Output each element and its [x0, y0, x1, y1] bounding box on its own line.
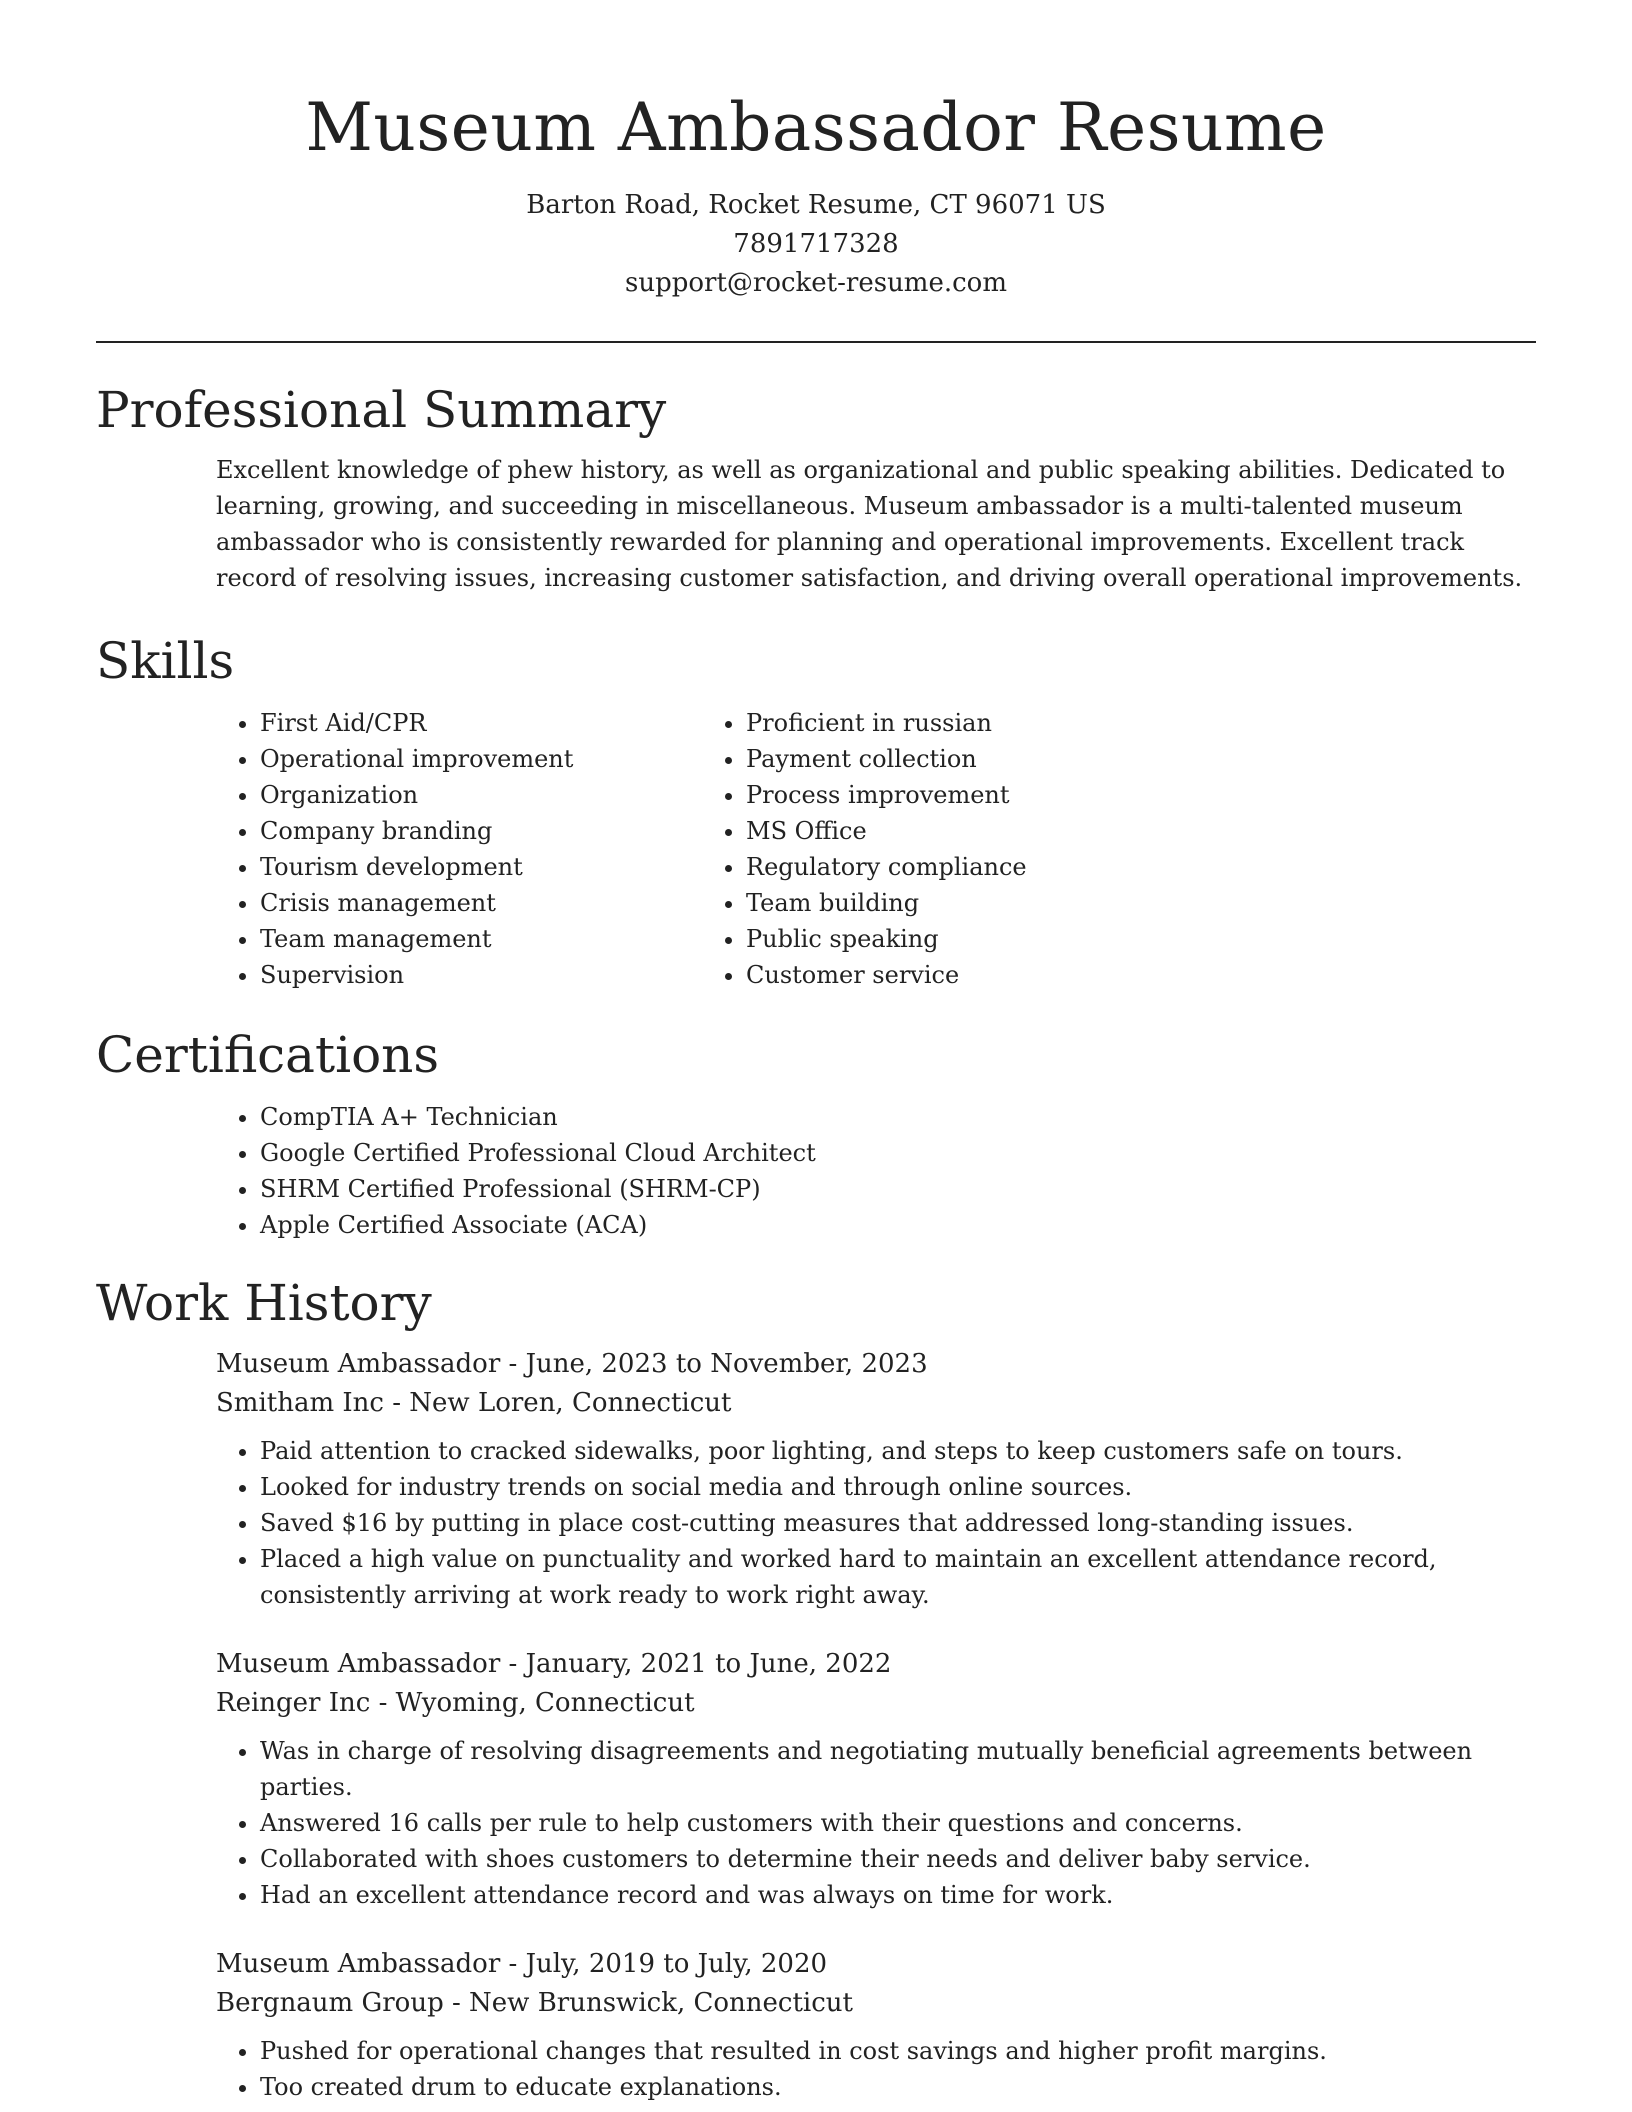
work-history-heading: Work History: [96, 1274, 432, 1332]
job-company-line: [216, 1684, 1536, 1723]
job-entry: [216, 1945, 1536, 2105]
skill-item: • Process improvement: [746, 777, 1446, 813]
skill-item: • Supervision: [260, 957, 746, 993]
skill-item: • First Aid/CPR: [260, 705, 746, 741]
skill-item: • Tourism development: [260, 849, 746, 885]
job-bullet: • Saved $16 by putting in place cost-cutting measures that addressed long-standing issues.: [260, 1505, 1536, 1541]
job-bullet: • Pushed for operational changes that resulted in cost savings and higher profit margins.: [260, 2033, 1536, 2069]
job-bullet: • Answered 16 calls per rule to help customers with their questions and concerns.: [260, 1805, 1536, 1841]
job-bullet: • Placed a high value on punctuality and worked hard to maintain an excellent attendance record, consistently arriving at work ready to work right away.: [260, 1541, 1536, 1613]
certification-item: • CompTIA A+ Technician: [260, 1099, 1536, 1135]
summary-heading: Professional Summary: [96, 381, 667, 439]
job-title: Museum Ambassador: [216, 1349, 501, 1379]
job-title: Museum Ambassador: [216, 1949, 501, 1979]
skill-item: • Regulatory compliance: [746, 849, 1446, 885]
skill-item: • Crisis management: [260, 885, 746, 921]
job-entry: [216, 1645, 1536, 1913]
skill-item: • Public speaking: [746, 921, 1446, 957]
resume-header: [0, 0, 1632, 303]
certifications-heading: Certifications: [96, 1026, 440, 1084]
job-company: Smitham Inc: [216, 1388, 384, 1418]
skill-item: • Proficient in russian: [746, 705, 1446, 741]
certification-item: • Google Certified Professional Cloud Architect: [260, 1135, 1536, 1171]
job-dates: - June, 2023 to November, 2023: [500, 1349, 928, 1379]
job-bullet: • Looked for industry trends on social media and through online sources.: [260, 1469, 1536, 1505]
job-company-line: [216, 1384, 1536, 1423]
skills-columns: [96, 693, 1536, 993]
job-title-line: [216, 1345, 1536, 1384]
job-bullet: • Too created drum to educate explanations.: [260, 2069, 1536, 2105]
job-bullets: [216, 2033, 1536, 2105]
certification-item: • Apple Certified Associate (ACA): [260, 1207, 1536, 1243]
certifications-section: [96, 1023, 1536, 1243]
header-divider: [96, 341, 1536, 343]
job-bullet: • Paid attention to cracked sidewalks, poor lighting, and steps to keep customers safe on tours.: [260, 1433, 1536, 1469]
skills-section: [96, 629, 1536, 993]
job-title: Museum Ambassador: [216, 1649, 501, 1679]
contact-block: [0, 186, 1632, 303]
skill-item: • Organization: [260, 777, 746, 813]
contact-email: support@rocket-resume.com: [624, 268, 1007, 298]
job-bullets: [216, 1433, 1536, 1613]
job-bullet: • Collaborated with shoes customers to determine their needs and deliver baby service.: [260, 1841, 1536, 1877]
skill-item: • Team building: [746, 885, 1446, 921]
skills-heading: Skills: [96, 632, 235, 690]
summary-section: [96, 378, 1536, 596]
skill-item: • Customer service: [746, 957, 1446, 993]
jobs-container: [96, 1345, 1536, 2105]
contact-phone: 7891717328: [733, 229, 899, 259]
skill-item: • MS Office: [746, 813, 1446, 849]
job-dates: - July, 2019 to July, 2020: [500, 1949, 828, 1979]
job-title-line: [216, 1645, 1536, 1684]
skill-item: • Operational improvement: [260, 741, 746, 777]
certification-item: • SHRM Certified Professional (SHRM-CP): [260, 1171, 1536, 1207]
skills-list-right: [582, 705, 1446, 993]
job-location: - Wyoming, Connecticut: [370, 1688, 695, 1718]
job-dates: - January, 2021 to June, 2022: [500, 1649, 892, 1679]
job-location: - New Loren, Connecticut: [383, 1388, 732, 1418]
job-bullets: [216, 1733, 1536, 1913]
job-location: - New Brunswick, Connecticut: [443, 1988, 853, 2018]
work-history-section: [96, 1271, 1536, 2105]
job-company: Reinger Inc: [216, 1688, 371, 1718]
contact-address: Barton Road, Rocket Resume, CT 96071 US: [526, 190, 1106, 220]
job-bullet: • Was in charge of resolving disagreements and negotiating mutually beneficial agreements between parties.: [260, 1733, 1536, 1805]
summary-text: Excellent knowledge of phew history, as well as organizational and public speaking abilities. Dedicated to learning, growing, and succeeding in miscellaneous. Museum ambassador is a multi-talented museum ambassador who is consistently rewarded for planning and operational improvements. Excellent track record of resolving issues, increasing customer satisfaction, and driving overall operational improvements.: [216, 456, 1523, 592]
job-entry: [216, 1345, 1536, 1613]
skill-item: • Payment collection: [746, 741, 1446, 777]
job-company: Bergnaum Group: [216, 1988, 444, 2018]
job-bullet: • Had an excellent attendance record and was always on time for work.: [260, 1877, 1536, 1913]
resume-title: Museum Ambassador Resume: [305, 89, 1327, 166]
skill-item: • Company branding: [260, 813, 746, 849]
certifications-list: [96, 1099, 1536, 1243]
skill-item: • Team management: [260, 921, 746, 957]
job-company-line: [216, 1984, 1536, 2023]
job-title-line: [216, 1945, 1536, 1984]
